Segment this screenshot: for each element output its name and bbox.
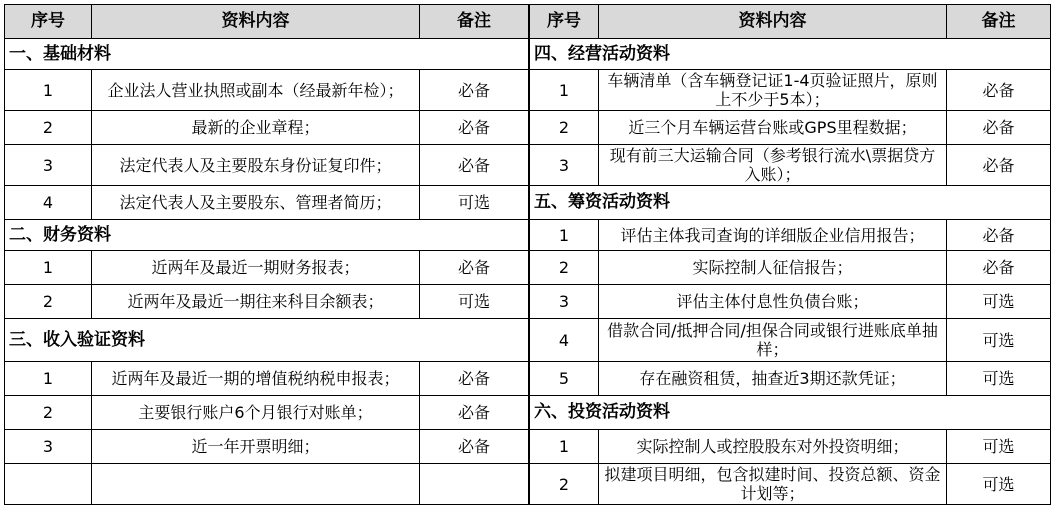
row-note: 必备 <box>947 220 1051 251</box>
row-content: 存在融资租赁，抽查近3期还款凭证； <box>599 362 947 396</box>
materials-table-right <box>529 4 1051 505</box>
row-seq <box>5 464 92 505</box>
section-title: 一、基础材料 <box>5 39 529 70</box>
row-seq: 2 <box>5 396 92 430</box>
row-content: 近两年及最近一期财务报表； <box>92 251 420 285</box>
row-note: 必备 <box>947 145 1051 186</box>
row-note: 必备 <box>947 251 1051 285</box>
header-content: 资料内容 <box>92 5 420 39</box>
section-title: 五、筹资活动资料 <box>530 186 1051 220</box>
header-content: 资料内容 <box>599 5 947 39</box>
row-note: 必备 <box>420 430 529 464</box>
section-title: 六、投资活动资料 <box>530 396 1051 430</box>
row-note: 可选 <box>420 186 529 220</box>
row-note <box>420 464 529 505</box>
row-content: 评估主体付息性负债台账； <box>599 285 947 319</box>
row-seq: 2 <box>5 285 92 319</box>
row-note: 必备 <box>947 70 1051 111</box>
row-seq: 5 <box>530 362 599 396</box>
row-seq: 3 <box>5 145 92 186</box>
section-title: 四、经营活动资料 <box>530 39 1051 70</box>
row-seq: 1 <box>530 430 599 464</box>
row-note: 可选 <box>947 430 1051 464</box>
section-title: 三、收入验证资料 <box>5 319 529 362</box>
row-content: 主要银行账户6个月银行对账单； <box>92 396 420 430</box>
section-title: 二、财务资料 <box>5 220 529 251</box>
row-seq: 3 <box>5 430 92 464</box>
header-note: 备注 <box>947 5 1051 39</box>
row-seq: 2 <box>530 111 599 145</box>
row-content: 拟建项目明细，包含拟建时间、投资总额、资金计划等； <box>599 464 947 505</box>
row-content: 近一年开票明细； <box>92 430 420 464</box>
row-seq: 2 <box>530 464 599 505</box>
row-seq: 3 <box>530 145 599 186</box>
row-seq: 1 <box>5 70 92 111</box>
row-content: 借款合同/抵押合同/担保合同或银行进账底单抽样； <box>599 319 947 362</box>
row-content: 评估主体我司查询的详细版企业信用报告； <box>599 220 947 251</box>
row-content: 近两年及最近一期往来科目余额表； <box>92 285 420 319</box>
row-note: 必备 <box>420 251 529 285</box>
row-content: 企业法人营业执照或副本（经最新年检）； <box>92 70 420 111</box>
row-content <box>92 464 420 505</box>
row-note: 必备 <box>947 111 1051 145</box>
row-note: 必备 <box>420 70 529 111</box>
row-content: 实际控制人或控股股东对外投资明细； <box>599 430 947 464</box>
row-seq: 1 <box>530 70 599 111</box>
row-content: 最新的企业章程； <box>92 111 420 145</box>
row-note: 必备 <box>420 396 529 430</box>
row-seq: 4 <box>5 186 92 220</box>
row-note: 必备 <box>420 111 529 145</box>
row-note: 可选 <box>947 362 1051 396</box>
materials-table-left <box>4 4 529 505</box>
row-note: 必备 <box>420 362 529 396</box>
row-content: 车辆清单（含车辆登记证1-4页验证照片，原则上不少于5本）； <box>599 70 947 111</box>
row-note: 可选 <box>420 285 529 319</box>
row-content: 实际控制人征信报告； <box>599 251 947 285</box>
row-seq: 1 <box>5 251 92 285</box>
row-note: 可选 <box>947 319 1051 362</box>
row-seq: 3 <box>530 285 599 319</box>
row-seq: 2 <box>530 251 599 285</box>
row-content: 近两年及最近一期的增值税纳税申报表； <box>92 362 420 396</box>
row-seq: 1 <box>530 220 599 251</box>
row-content: 法定代表人及主要股东、管理者简历； <box>92 186 420 220</box>
header-seq: 序号 <box>5 5 92 39</box>
row-seq: 2 <box>5 111 92 145</box>
header-seq: 序号 <box>530 5 599 39</box>
row-note: 可选 <box>947 464 1051 505</box>
row-content: 法定代表人及主要股东身份证复印件； <box>92 145 420 186</box>
row-note: 必备 <box>420 145 529 186</box>
row-content: 近三个月车辆运营台账或GPS里程数据； <box>599 111 947 145</box>
row-note: 可选 <box>947 285 1051 319</box>
header-note: 备注 <box>420 5 529 39</box>
row-seq: 4 <box>530 319 599 362</box>
row-seq: 1 <box>5 362 92 396</box>
row-content: 现有前三大运输合同（参考银行流水\票据贷方入账）； <box>599 145 947 186</box>
